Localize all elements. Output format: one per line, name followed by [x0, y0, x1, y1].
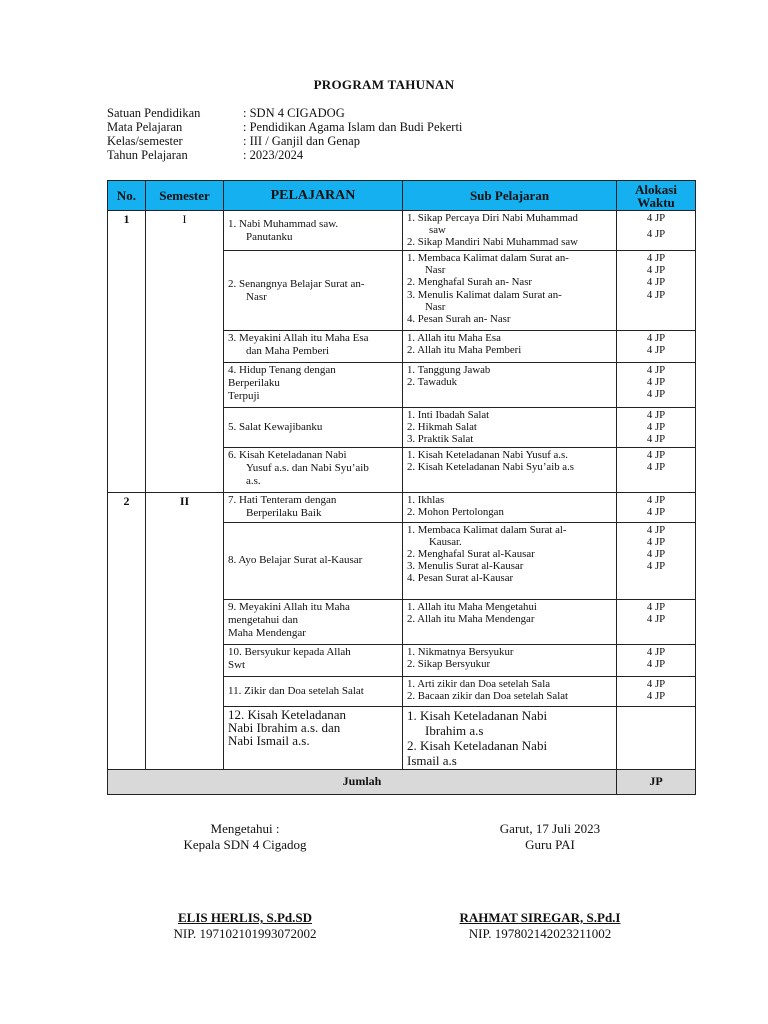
lesson-cell — [224, 644, 403, 676]
page-title: PROGRAM TAHUNAN — [313, 77, 455, 92]
sub-line: 1. Nikmatnya Bersyukur — [407, 645, 514, 658]
jp-cell — [617, 676, 696, 706]
meta-label: Kelas/semester — [107, 134, 183, 148]
caption-line: Mengetahui : — [210, 821, 280, 836]
total-value: JP — [617, 769, 696, 794]
lesson-cell — [224, 447, 403, 492]
jp-value: 4 JP — [646, 535, 666, 548]
lesson-cell — [224, 522, 403, 599]
sub-line: 1. Sikap Percaya Diri Nabi Muhammad — [407, 212, 578, 224]
meta-row — [107, 134, 462, 148]
sub-line: 3. Menulis Kalimat dalam Surat an- — [407, 288, 562, 301]
signature-caption-right — [455, 821, 645, 853]
table-row — [108, 211, 696, 251]
jp-value: 4 JP — [646, 421, 666, 434]
meta-row — [107, 120, 462, 134]
jp-value: 4 JP — [646, 252, 666, 264]
meta-value: : Pendidikan Agama Islam dan Budi Pekerti — [243, 120, 463, 134]
jp-value: 4 JP — [646, 212, 666, 224]
meta-value: : SDN 4 CIGADOG — [243, 106, 345, 120]
jp-cell — [617, 408, 696, 448]
sub-cell — [403, 251, 617, 331]
jp-cell — [617, 522, 696, 599]
lesson-cell — [224, 492, 403, 522]
sub-line: 2. Sikap Bersyukur — [407, 657, 491, 670]
lesson-line: Maha Mendengar — [228, 626, 306, 639]
sub-line: 1. Kisah Keteladanan Nabi Yusuf a.s. — [407, 448, 568, 461]
jp-value: 4 JP — [646, 364, 666, 376]
signature-block-right — [430, 910, 650, 942]
sub-cell — [403, 331, 617, 363]
sub-line: 1. Inti Ibadah Salat — [407, 409, 490, 421]
sub-line: 2. Allah itu Maha Pemberi — [407, 344, 522, 357]
lesson-line: dan Maha Pemberi — [246, 345, 330, 357]
lesson-line: 10. Bersyukur kepada Allah — [228, 645, 351, 658]
jp-value: 4 JP — [646, 228, 666, 241]
signature-block-left — [140, 910, 350, 942]
lesson-line: 4. Hidup Tenang dengan — [228, 364, 336, 376]
signer-name: RAHMAT SIREGAR, S.Pd.I — [459, 910, 621, 925]
lesson-line: Yusuf a.s. dan Nabi Syu’aib — [246, 461, 369, 474]
caption-line: Garut, 17 Juli 2023 — [499, 821, 601, 836]
lesson-line: Nasr — [246, 290, 267, 303]
signature-caption-left — [150, 821, 340, 853]
jp-value: 4 JP — [646, 332, 666, 344]
jp-cell — [617, 447, 696, 492]
signer-nip: NIP. 197102101993072002 — [173, 926, 317, 941]
sub-cell — [403, 706, 617, 769]
lesson-cell — [224, 251, 403, 331]
jp-value: 4 JP — [646, 388, 666, 401]
sub-cell — [403, 522, 617, 599]
group-semester: II — [146, 492, 224, 769]
lesson-line: 6. Kisah Keteladanan Nabi — [228, 448, 347, 461]
group-no: 1 — [108, 211, 146, 493]
lesson-cell — [224, 363, 403, 408]
lesson-line: 2. Senangnya Belajar Surat an- — [228, 277, 365, 290]
jp-cell — [617, 251, 696, 331]
lesson-line: 8. Ayo Belajar Surat al-Kausar — [228, 554, 363, 567]
sub-line: 2. Mohon Pertolongan — [407, 505, 504, 518]
group-no: 2 — [108, 492, 146, 769]
header-semester: Semester — [146, 181, 224, 211]
lesson-line: 3. Meyakini Allah itu Maha Esa — [228, 332, 369, 344]
sub-line: 1. Allah itu Maha Mengetahui — [407, 600, 537, 613]
jp-value: 4 JP — [646, 288, 666, 301]
jp-value: 4 JP — [646, 612, 666, 625]
meta-label: Tahun Pelajaran — [107, 148, 188, 162]
lesson-line: Nabi Ismail a.s. — [228, 732, 310, 748]
lesson-line: 9. Meyakini Allah itu Maha — [228, 600, 350, 613]
sub-line: 4. Pesan Surat al-Kausar — [407, 572, 514, 585]
group-semester: I — [146, 211, 224, 493]
lesson-line: mengetahui dan — [228, 613, 298, 626]
jp-value: 4 JP — [646, 493, 666, 506]
lesson-line: 5. Salat Kewajibanku — [228, 420, 323, 433]
sub-line: Kausar. — [429, 535, 462, 548]
meta-value: : III / Ganjil dan Genap — [243, 134, 360, 148]
lesson-cell — [224, 408, 403, 448]
header-alokasi-waktu: Alokasi Waktu — [617, 181, 696, 211]
lesson-cell — [224, 676, 403, 706]
jp-cell — [617, 706, 696, 769]
jp-cell — [617, 644, 696, 676]
header-sub-pelajaran: Sub Pelajaran — [403, 181, 617, 211]
total-label: Jumlah — [108, 769, 617, 794]
lesson-line: Panutanku — [246, 230, 293, 243]
lesson-line: 7. Hati Tenteram dengan — [228, 493, 337, 506]
sub-line: 1. Arti zikir dan Doa setelah Sala — [407, 677, 551, 690]
jp-value: 4 JP — [646, 276, 666, 289]
sub-line: Nasr — [425, 264, 446, 277]
jp-value: 4 JP — [646, 657, 666, 670]
sub-cell — [403, 644, 617, 676]
jp-cell — [617, 211, 696, 251]
sub-line: 2. Allah itu Maha Mendengar — [407, 612, 535, 625]
lesson-line: Nabi Ibrahim a.s. dan — [228, 719, 341, 735]
table-row — [108, 492, 696, 522]
jp-value: 4 JP — [646, 689, 666, 702]
jp-value: 4 JP — [646, 505, 666, 518]
signer-nip: NIP. 197802142023211002 — [468, 926, 612, 941]
signer-name: ELIS HERLIS, S.Pd.SD — [177, 910, 313, 925]
sub-line: 3. Praktik Salat — [407, 433, 474, 446]
meta-label: Satuan Pendidikan — [107, 106, 201, 120]
sub-line: 2. Kisah Keteladanan Nabi Syu’aib a.s — [407, 460, 575, 473]
program-table — [107, 180, 696, 795]
jp-cell — [617, 599, 696, 644]
document-meta — [107, 106, 462, 162]
sub-line: 3. Menulis Surat al-Kausar — [407, 560, 524, 573]
lesson-cell — [224, 599, 403, 644]
sub-line: 1. Kisah Keteladanan Nabi — [407, 707, 548, 723]
jp-cell — [617, 331, 696, 363]
jp-value: 4 JP — [646, 264, 666, 277]
lesson-line: 1. Nabi Muhammad saw. — [228, 217, 339, 230]
sub-line: 2. Kisah Keteladanan Nabi — [407, 737, 548, 753]
sub-line: 1. Membaca Kalimat dalam Surat al- — [407, 523, 567, 536]
meta-row — [107, 148, 462, 162]
sub-cell — [403, 599, 617, 644]
jp-value: 4 JP — [646, 677, 666, 690]
sub-line: 1. Ikhlas — [407, 493, 445, 506]
caption-line: Guru PAI — [525, 837, 575, 852]
lesson-line: 12. Kisah Keteladanan — [228, 706, 347, 722]
jp-cell — [617, 492, 696, 522]
sub-line: saw — [429, 224, 446, 237]
sub-line: 2. Tawaduk — [407, 376, 458, 389]
lesson-line: Berperilaku Baik — [246, 506, 322, 519]
sub-line: 2. Sikap Mandiri Nabi Muhammad saw — [407, 236, 578, 249]
jp-value: 4 JP — [646, 448, 666, 461]
jp-value: 4 JP — [646, 600, 666, 613]
sub-cell — [403, 363, 617, 408]
meta-row — [107, 106, 462, 120]
sub-cell — [403, 676, 617, 706]
caption-line: Kepala SDN 4 Cigadog — [183, 837, 307, 852]
lesson-line: Terpuji — [228, 390, 260, 402]
sub-cell — [403, 447, 617, 492]
lesson-line: Berperilaku — [228, 377, 280, 389]
sub-line: 2. Menghafal Surah an- Nasr — [407, 276, 533, 289]
jp-value: 4 JP — [646, 460, 666, 473]
sub-line: 1. Membaca Kalimat dalam Surat an- — [407, 252, 569, 264]
jp-value: 4 JP — [646, 376, 666, 389]
sub-line: Ibrahim a.s — [425, 722, 484, 738]
meta-value: : 2023/2024 — [243, 148, 304, 162]
sub-line: 4. Pesan Surah an- Nasr — [407, 313, 511, 326]
sub-line: 2. Menghafal Surat al-Kausar — [407, 548, 535, 561]
sub-line: Nasr — [425, 300, 446, 313]
meta-label: Mata Pelajaran — [107, 120, 183, 134]
total-row — [108, 769, 696, 794]
header-pelajaran: PELAJARAN — [224, 181, 403, 211]
lesson-line: Swt — [228, 658, 246, 671]
jp-value: 4 JP — [646, 645, 666, 658]
sub-cell — [403, 211, 617, 251]
lesson-line: 11. Zikir dan Doa setelah Salat — [228, 684, 364, 697]
sub-line: 1. Tanggung Jawab — [407, 364, 491, 376]
header-no: No. — [108, 181, 146, 211]
table-header-row — [108, 181, 696, 211]
sub-line: Ismail a.s — [407, 752, 457, 768]
lesson-cell — [224, 211, 403, 251]
lesson-cell — [224, 331, 403, 363]
sub-cell — [403, 492, 617, 522]
jp-cell — [617, 363, 696, 408]
jp-value: 4 JP — [646, 548, 666, 561]
lesson-cell — [224, 706, 403, 769]
sub-line: 2. Bacaan zikir dan Doa setelah Salat — [407, 689, 568, 702]
sub-line: 1. Allah itu Maha Esa — [407, 332, 501, 344]
jp-value: 4 JP — [646, 560, 666, 573]
jp-value: 4 JP — [646, 409, 666, 421]
lesson-line: a.s. — [246, 474, 261, 487]
jp-value: 4 JP — [646, 523, 666, 536]
sub-cell — [403, 408, 617, 448]
jp-value: 4 JP — [646, 433, 666, 446]
sub-line: 2. Hikmah Salat — [407, 421, 477, 434]
jp-value: 4 JP — [646, 344, 666, 357]
